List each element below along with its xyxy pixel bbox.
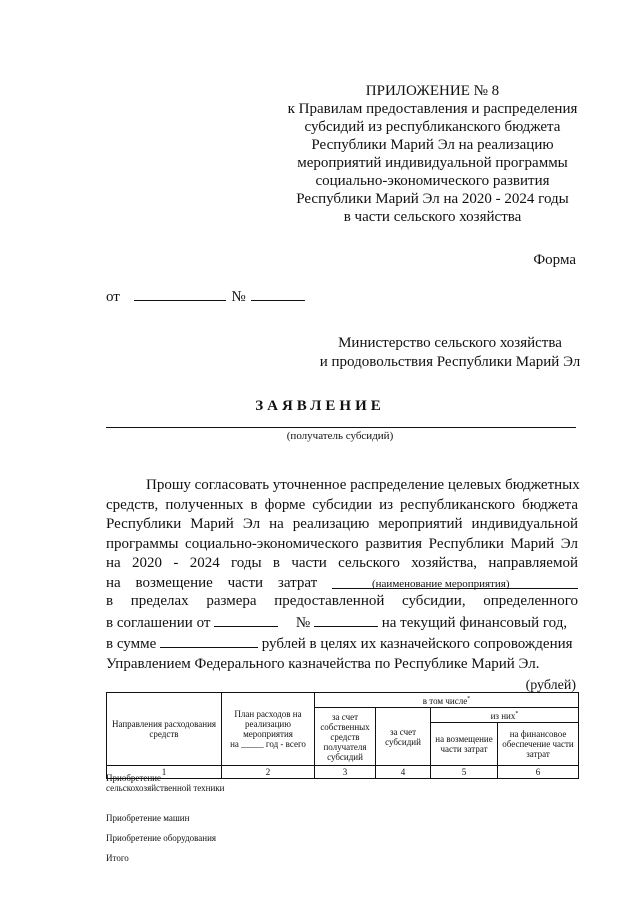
amount-blank[interactable]	[160, 633, 258, 648]
body-line: в пределах размера предоставленной субсидии, определенного	[106, 593, 578, 609]
body-line: программы социально-экономического развития Республики Марий Эл	[106, 535, 578, 552]
col-number: 5	[431, 766, 498, 779]
event-caption: (наименование мероприятия)	[372, 578, 510, 590]
form-label: Форма	[533, 252, 576, 268]
ministry-line2: и продовольствия Республики Марий Эл	[319, 354, 581, 370]
col-number: 4	[376, 766, 431, 779]
body-paragraph-2	[106, 592, 578, 674]
header-direction: Направления расходования средств	[107, 693, 222, 766]
body-line: Республики Марий Эл на реализацию мероприятий индивидуальной	[106, 516, 578, 532]
appendix-line: субсидий из республиканского бюджета	[304, 119, 561, 135]
row-label-machinery: Приобретение сельскохозяйственной техники	[106, 773, 225, 793]
col-number: 3	[315, 766, 376, 779]
col-number: 2	[222, 766, 315, 779]
from-label: от	[106, 289, 120, 305]
body-line: средств, полученных в форме субсидии из республиканского бюджета	[106, 496, 578, 513]
agreement-date-blank[interactable]	[214, 612, 278, 627]
col-number: 1	[107, 766, 222, 779]
header-of-them: из них*	[431, 708, 579, 723]
header-including: в том числе*	[315, 693, 579, 708]
body-line: Управлением Федерального казначейства по Республике Марий Эл.	[106, 655, 540, 672]
row-label-equipment: Приобретение оборудования	[106, 833, 217, 843]
recipient-caption: (получатель субсидий)	[286, 430, 394, 442]
appendix-line: мероприятий индивидуальной программы	[297, 155, 568, 171]
body-line: в соглашении от № на текущий финансовый год,	[106, 612, 578, 634]
header-reimbursement: на возмещение части затрат	[431, 723, 498, 766]
appendix-line: к Правилам предоставления и распределения	[287, 101, 578, 117]
appendix-line: Республики Марий Эл на 2020 - 2024 годы	[296, 191, 569, 207]
appendix-line: в части сельского хозяйства	[343, 209, 522, 225]
distribution-table	[106, 692, 579, 779]
body-paragraph	[106, 476, 578, 593]
row-label-total: Итого	[106, 853, 129, 863]
body-line: в сумме рублей в целях их казначейского сопровождения	[106, 633, 578, 655]
header-financing: на финансовое обеспечение части затрат	[498, 723, 579, 766]
header-own-funds: за счет собственных средств получателя субсидий	[315, 708, 376, 766]
appendix-line: Республики Марий Эл на реализацию	[311, 137, 554, 153]
ministry-line1: Министерство сельского хозяйства	[338, 335, 562, 351]
col-number: 6	[498, 766, 579, 779]
body-line: на 2020 - 2024 годы в части сельского хозяйства, направляемой	[106, 555, 578, 571]
number-label: №	[231, 289, 246, 305]
ministry-addressee	[300, 334, 600, 372]
date-number-line	[106, 286, 305, 306]
number-blank[interactable]	[251, 286, 305, 301]
row-label-machines: Приобретение машин	[106, 813, 190, 823]
appendix-line: социально-экономического развития	[315, 173, 550, 189]
date-blank[interactable]	[134, 286, 226, 301]
body-line: на возмещение части затрат	[106, 574, 578, 594]
appendix-header	[280, 82, 585, 226]
document-title: ЗАЯВЛЕНИЕ	[255, 398, 385, 414]
recipient-blank[interactable]	[106, 427, 576, 428]
unit-label: (рублей)	[525, 678, 576, 693]
agreement-number-blank[interactable]	[314, 612, 378, 627]
appendix-title: ПРИЛОЖЕНИЕ № 8	[365, 83, 500, 99]
header-subsidy: за счет субсидий	[376, 708, 431, 766]
header-plan: План расходов на реализацию мероприятия на _____ год - всего	[222, 693, 315, 766]
body-line: Прошу согласовать уточненное распределение целевых бюджетных	[146, 477, 580, 493]
